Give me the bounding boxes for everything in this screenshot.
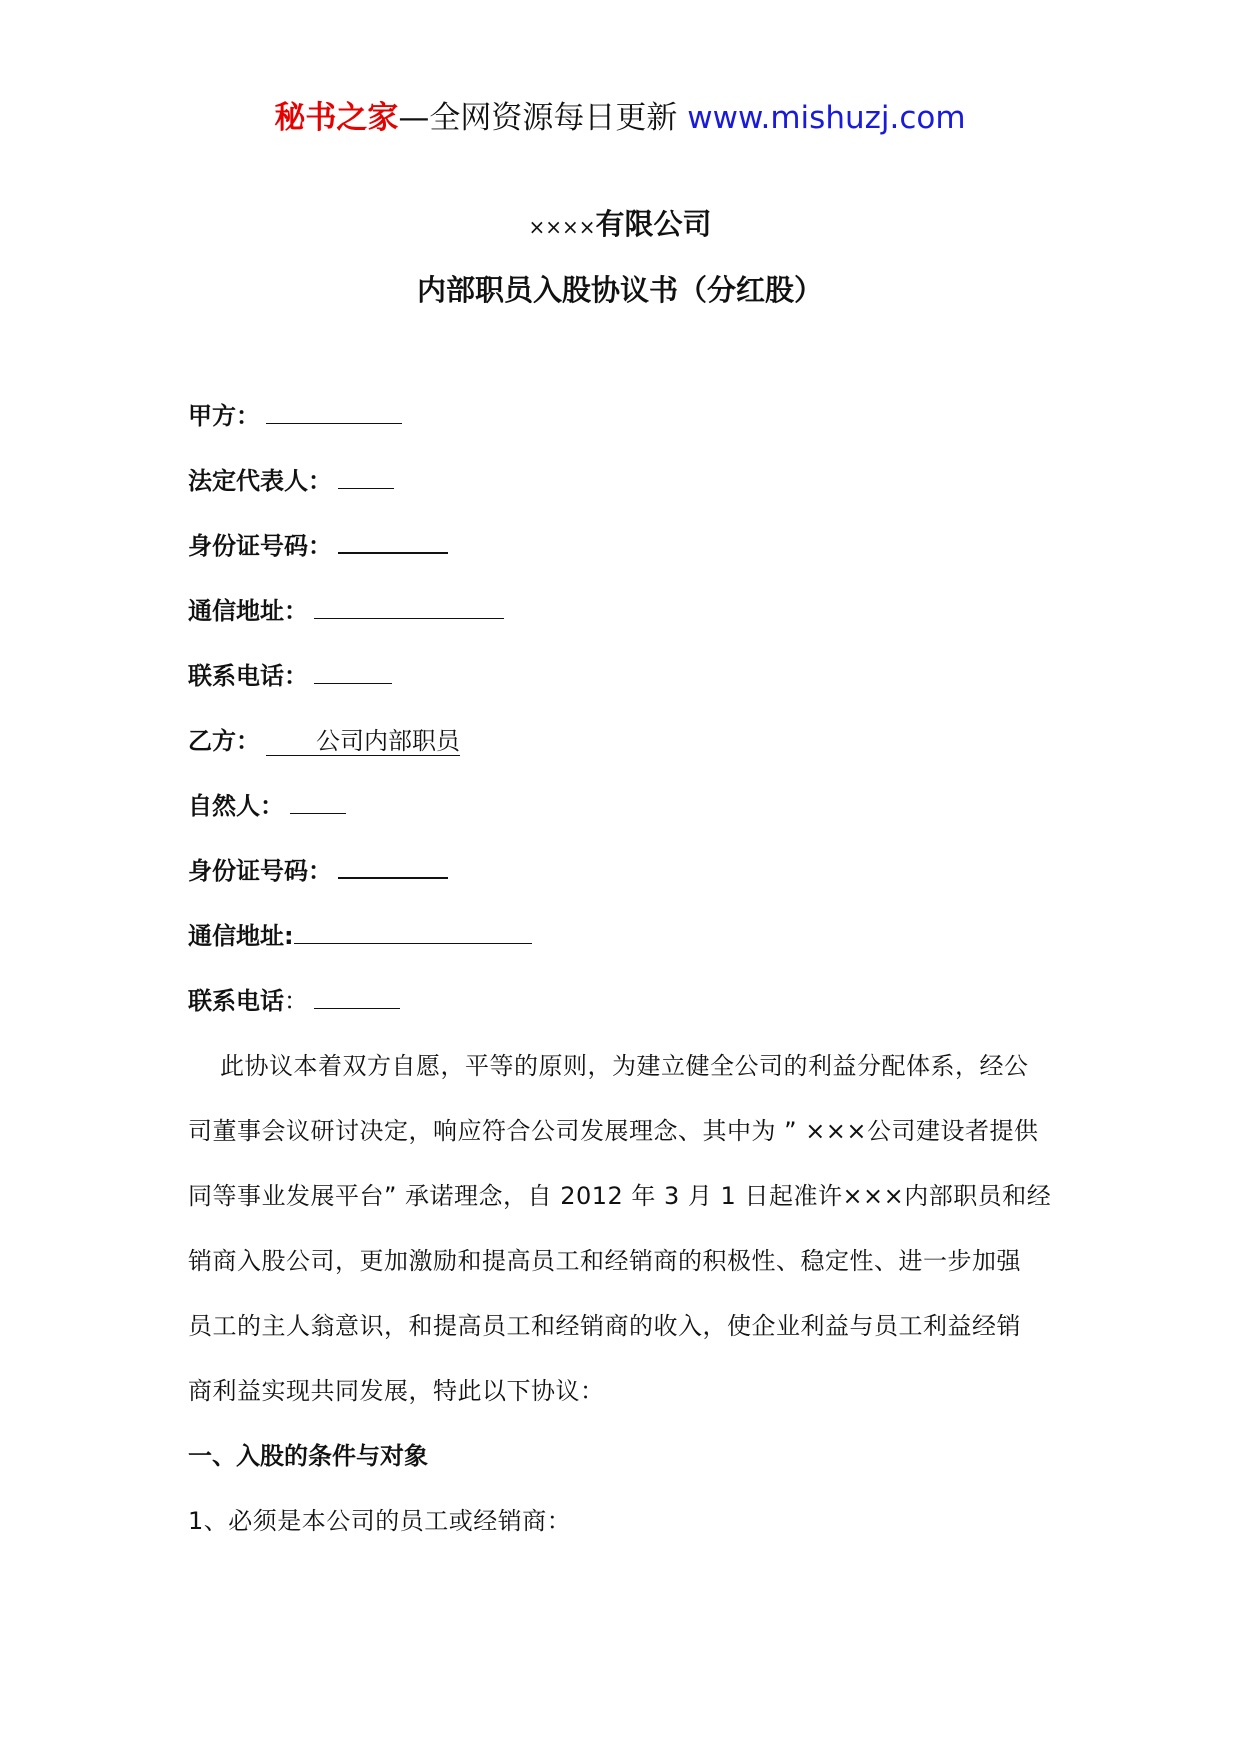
natural-person-label: 自然人： [188, 792, 284, 820]
list-item: 1、必须是本公司的员工或经销商： [188, 1507, 572, 1535]
title-company: 有限公司 [595, 207, 712, 241]
legal-rep-field [188, 465, 394, 497]
party-b-address-field [188, 920, 532, 952]
document-title-company [0, 206, 1240, 245]
party-a-id-field [188, 530, 448, 562]
party-a-address-field [188, 595, 504, 627]
section-heading: 一、入股的条件与对象 [188, 1442, 428, 1470]
natural-person-field [188, 790, 346, 822]
party-a-label: 甲方： [188, 402, 260, 430]
legal-rep-blank [338, 466, 394, 489]
document-title: 内部职员入股协议书（分红股） [416, 273, 823, 307]
party-b-id-blank [338, 855, 448, 879]
party-a-id-blank [338, 530, 448, 554]
party-a-blank [266, 401, 402, 424]
body-line: 同等事业发展平台” 承诺理念，自 2012 年 3 月 1 日起准许×××内部职员和经 [188, 1182, 1052, 1210]
party-b-label: 乙方： [188, 727, 260, 755]
brand-name: 秘书之家 [274, 100, 399, 136]
party-a-phone-blank [314, 661, 392, 684]
party-a-phone-label: 联系电话： [188, 662, 308, 690]
party-b-phone-label: 联系电话 [188, 987, 284, 1015]
site-header [0, 98, 1240, 138]
header-tagline: —全网资源每日更新 [398, 100, 688, 136]
title-mark: ×××× [528, 215, 596, 239]
party-b-phone-field [188, 985, 400, 1017]
natural-person-blank [290, 791, 346, 814]
party-b-id-field [188, 855, 448, 887]
party-b-field [188, 725, 460, 757]
body-line: 此协议本着双方自愿，平等的原则，为建立健全公司的利益分配体系，经公 [220, 1052, 1029, 1080]
header-url[interactable]: www.mishuzj.com [687, 100, 966, 136]
party-a-field [188, 400, 402, 432]
party-b-address-label: 通信地址: [188, 922, 294, 950]
body-line: 商利益实现共同发展，特此以下协议： [188, 1377, 605, 1405]
party-b-address-blank [294, 921, 532, 944]
body-line: 销商入股公司，更加激励和提高员工和经销商的积极性、稳定性、进一步加强 [188, 1247, 1021, 1275]
party-a-id-label: 身份证号码： [188, 532, 332, 560]
body-line: 司董事会议研讨决定，响应符合公司发展理念、其中为 ” ×××公司建设者提供 [188, 1117, 1039, 1145]
party-a-address-label: 通信地址： [188, 597, 308, 625]
party-b-value: 公司内部职员 [266, 727, 460, 756]
party-a-phone-field [188, 660, 392, 692]
party-b-id-label: 身份证号码： [188, 857, 332, 885]
party-b-phone-colon: ： [284, 987, 308, 1015]
body-line: 员工的主人翁意识，和提高员工和经销商的收入，使企业利益与员工利益经销 [188, 1312, 1021, 1340]
party-a-address-blank [314, 596, 504, 619]
legal-rep-label: 法定代表人： [188, 467, 332, 495]
party-b-phone-blank [314, 986, 400, 1009]
